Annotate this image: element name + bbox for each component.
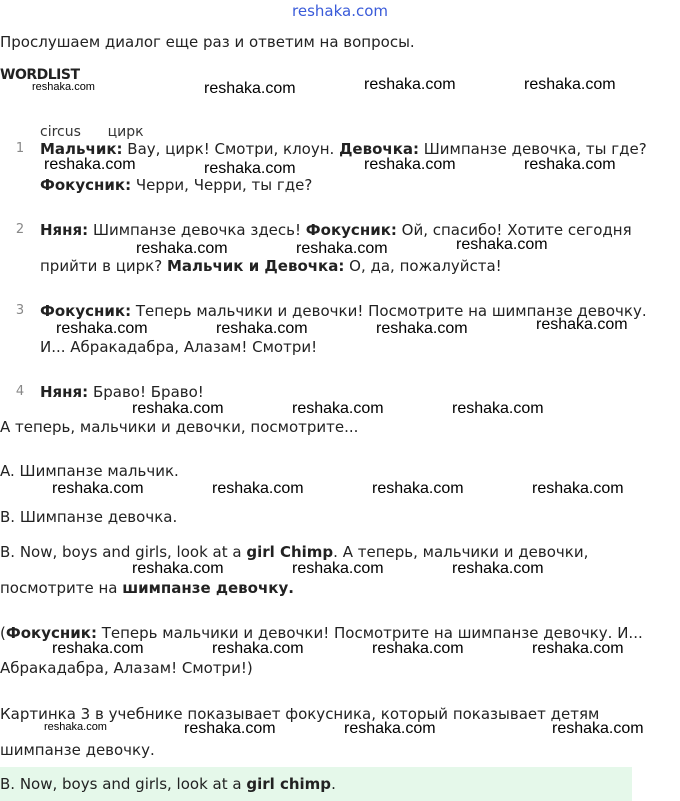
watermark: reshaka.com [452, 560, 544, 577]
text-run: Теперь мальчики и девочки! Посмотрите на шимпанзе девочку. И... [96, 624, 643, 642]
explanation-line: шимпанзе девочку. [0, 741, 155, 759]
bold-text: Мальчик: [40, 140, 123, 158]
watermark: reshaka.com [216, 320, 308, 337]
text-run: . А теперь, мальчики и девочки, [333, 543, 589, 561]
watermark: reshaka.com [212, 480, 304, 497]
bold-text: Фокусник: [5, 624, 97, 642]
bold-text: girl Chimp [246, 543, 334, 561]
text-run: Черри, Черри, ты где? [131, 176, 313, 194]
text-run: Ой, спасибо! Хотите сегодня [396, 221, 632, 239]
dialog-number: 4 [15, 384, 25, 399]
text-run: . [331, 775, 336, 793]
watermark: reshaka.com [532, 640, 624, 657]
text-run: B. Now, boys and girls, look at a [0, 543, 247, 561]
watermark: reshaka.com [44, 156, 136, 173]
text-run: ( [0, 624, 6, 642]
site-header-link[interactable]: reshaka.com [292, 2, 388, 20]
watermark: reshaka.com [552, 720, 644, 737]
watermark: reshaka.com [372, 640, 464, 657]
watermark: reshaka.com [536, 316, 628, 333]
dialog-line [40, 337, 317, 357]
bold-text: Девочка: [339, 140, 419, 158]
dialog-line [40, 382, 204, 402]
text-run: посмотрите на [0, 579, 123, 597]
wordlist-cut-row [40, 124, 180, 140]
watermark: reshaka.com [132, 400, 224, 417]
dialog-line [40, 256, 502, 276]
watermark: reshaka.com [452, 400, 544, 417]
watermark: reshaka.com [524, 76, 616, 93]
final-answer [0, 774, 336, 794]
bold-text: шимпанзе девочку. [122, 579, 294, 597]
bold-text: girl chimp [246, 775, 332, 793]
explanation-line: Картинка 3 в учебнике показывает фокусника, который показывает детям [0, 705, 600, 723]
watermark: reshaka.com [364, 76, 456, 93]
watermark: reshaka.com [364, 156, 456, 173]
dialog-number: 1 [15, 141, 25, 156]
intro-text: Прослушаем диалог еще раз и ответим на вопросы. [0, 33, 415, 51]
text-run: Вау, цирк! Смотри, клоун. [122, 140, 340, 158]
dialog-number: 2 [15, 222, 25, 237]
option-b: B. Шимпанзе девочка. [0, 508, 178, 526]
option-a: A. Шимпанзе мальчик. [0, 462, 179, 480]
bold-text: Няня: [40, 383, 89, 401]
watermark: reshaka.com [56, 320, 148, 337]
watermark: reshaka.com [212, 640, 304, 657]
watermark: reshaka.com [32, 81, 95, 93]
bold-text: Фокусник: [40, 302, 132, 320]
watermark: reshaka.com [372, 480, 464, 497]
answer-line [0, 578, 294, 598]
bold-text: Няня: [40, 221, 89, 239]
watermark: reshaka.com [204, 80, 296, 97]
watermark: reshaka.com [344, 720, 436, 737]
watermark: reshaka.com [52, 640, 144, 657]
text-run: Теперь мальчики и девочки! Посмотрите на шимпанзе девочку. [131, 302, 647, 320]
text-run: Браво! Браво! [88, 383, 204, 401]
text-run: Шимпанзе девочка, ты где? [419, 140, 647, 158]
text-run: И... Абракадабра, Алазам! Смотри! [40, 338, 318, 356]
watermark: reshaka.com [532, 480, 624, 497]
watermark: reshaka.com [136, 240, 228, 257]
watermark: reshaka.com [296, 240, 388, 257]
text-run: Шимпанзе девочка здесь! [88, 221, 306, 239]
watermark: reshaka.com [292, 560, 384, 577]
watermark: reshaka.com [44, 721, 107, 733]
watermark: reshaka.com [524, 156, 616, 173]
text-run: Абракадабра, Алазам! Смотри!) [0, 659, 253, 677]
answer-line [0, 542, 588, 562]
watermark: reshaka.com [184, 720, 276, 737]
wordlist-word-en: circus [40, 124, 81, 140]
watermark: reshaka.com [132, 560, 224, 577]
watermark: reshaka.com [456, 236, 548, 253]
watermark: reshaka.com [292, 400, 384, 417]
text-run: прийти в цирк? [40, 257, 167, 275]
bold-text: Фокусник: [305, 221, 397, 239]
dialog-number: 3 [15, 303, 25, 318]
quote-line [0, 658, 253, 678]
wordlist-title: WORDLIST [0, 67, 80, 83]
watermark: reshaka.com [204, 160, 296, 177]
bold-text: Мальчик и Девочка: [166, 257, 345, 275]
watermark: reshaka.com [376, 320, 468, 337]
text-run: B. Now, boys and girls, look at a [0, 775, 247, 793]
question-text: А теперь, мальчики и девочки, посмотрите... [0, 418, 359, 436]
wordlist-word-ru: цирк [107, 124, 144, 140]
text-run: О, да, пожалуйста! [344, 257, 502, 275]
bold-text: Фокусник: [40, 176, 132, 194]
watermark: reshaka.com [52, 480, 144, 497]
dialog-line [40, 175, 312, 195]
